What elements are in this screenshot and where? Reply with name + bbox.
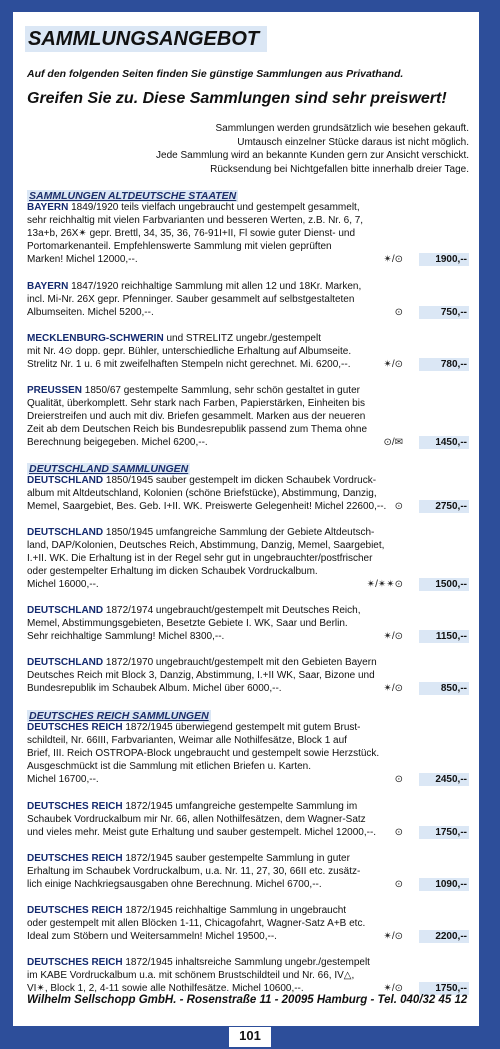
condition-symbol: ✴/⊙ [383, 254, 403, 265]
item-line [27, 669, 469, 682]
item-line [27, 345, 469, 358]
notice-line: Umtausch einzelner Stücke daraus ist nicht möglich. [237, 136, 469, 148]
item-line [27, 253, 469, 266]
item-text: 1872/1970 ungebraucht/gestempelt mit den Gebieten Bayern [103, 657, 377, 668]
item-text: 1872/1945 sauber gestempelte Sammlung in guter [122, 853, 350, 864]
collection-item [27, 526, 469, 591]
item-line [27, 552, 469, 565]
item-text: 1872/1945 umfangreiche gestempelte Sammlung im [122, 801, 358, 812]
notice-line: Sammlungen werden grundsätzlich wie besehen gekauft. [215, 123, 469, 134]
condition-symbol: ✴/⊙ [383, 931, 403, 942]
condition-symbol: ⊙ [394, 307, 403, 318]
item-text: Ausgeschmückt ist die Sammlung mit etlichen Briefen u. Karten. [27, 761, 312, 772]
headline: Greifen Sie zu. Diese Sammlungen sind sehr preiswert! [27, 90, 447, 107]
collection-item [27, 656, 469, 695]
item-line [27, 956, 469, 969]
item-line [27, 384, 469, 397]
item-text: incl. Mi-Nr. 26X gepr. Pfenninger. Sauber gesammelt auf selbstgestalteten [27, 294, 355, 305]
item-line [27, 526, 469, 539]
item-line [27, 630, 469, 643]
item-line [27, 436, 469, 449]
item-text: schildteil, Nr. 66III, Farbvarianten, Weimar alle Nothilfesätze, Block 1 auf [27, 735, 347, 746]
item-line [27, 358, 469, 371]
collection-item [27, 904, 469, 943]
condition-symbol: ⊙ [394, 774, 403, 785]
item-line [27, 604, 469, 617]
page-number: 101 [229, 1027, 271, 1047]
item-text: Albumseiten. Michel 5200,--. [27, 307, 154, 318]
item-line [27, 539, 469, 552]
notice-line: Rücksendung bei Nichtgefallen bitte innerhalb dreier Tage. [210, 163, 469, 175]
price-tag: 1900,-- [419, 253, 469, 266]
item-line [27, 760, 469, 773]
item-text: Marken! Michel 12000,--. [27, 254, 138, 265]
item-line [27, 852, 469, 865]
item-keyword: DEUTSCHES REICH [27, 905, 123, 916]
item-keyword: DEUTSCHES REICH [27, 957, 123, 968]
item-keyword: BAYERN [27, 202, 69, 213]
footer-address: Wilhelm Sellschopp GmbH. - Rosenstraße 11 - 20095 Hamburg - Tel. 040/32 45 12 [27, 994, 468, 1006]
item-line [27, 565, 469, 578]
item-keyword: DEUTSCHLAND [27, 475, 104, 486]
intro-text: Auf den folgenden Seiten finden Sie günstige Sammlungen aus Privathand. [27, 68, 404, 80]
item-text: Zeit ab dem Deutschen Reich bis Bundesrepublik passend zum Thema ohne [27, 424, 368, 435]
item-line [27, 617, 469, 630]
price-tag: 1750,-- [419, 982, 469, 995]
notice-block [49, 122, 469, 176]
item-line [27, 917, 469, 930]
item-line [27, 500, 469, 513]
item-line [27, 930, 469, 943]
item-line [27, 682, 469, 695]
condition-symbol: ⊙/✉ [383, 437, 403, 448]
price-tag: 750,-- [419, 306, 469, 319]
item-keyword: BAYERN [27, 281, 69, 292]
item-line [27, 578, 469, 591]
item-line [27, 904, 469, 917]
collection-item [27, 604, 469, 643]
condition-symbol: ⊙ [394, 501, 403, 512]
item-text: 1872/1974 ungebraucht/gestempelt mit Deutsches Reich, [103, 605, 361, 616]
item-line [27, 227, 469, 240]
item-line [27, 293, 469, 306]
item-keyword: DEUTSCHES REICH [27, 801, 123, 812]
item-text: Memel, Abstimmungsgebieten, Besetzte Gebiete I. WK, Saar und Berlin. [27, 618, 348, 629]
collection-item [27, 852, 469, 891]
price-tag: 2450,-- [419, 773, 469, 786]
item-text: Deutsches Reich mit Block 3, Danzig, Abstimmung, I.+II WK, Saar, Bizone und [27, 670, 375, 681]
item-text: sehr reichhaltig mit vielen Farbvarianten und besseren Werten, z.B. Nr. 6, 7, [27, 215, 364, 226]
item-line [27, 656, 469, 669]
item-line [27, 201, 469, 214]
item-text: land, DAP/Kolonien, Deutsches Reich, Abstimmung, Danzig, Memel, Saargebiet, [27, 540, 385, 551]
collection-item [27, 956, 469, 995]
collection-item [27, 280, 469, 319]
item-text: 1850/1945 sauber gestempelt im dicken Schaubek Vordruck- [103, 475, 377, 486]
item-line [27, 214, 469, 227]
item-keyword: DEUTSCHES REICH [27, 722, 123, 733]
item-text: Portomarkenanteil. Empfehlenswerte Sammlung mit vielen geprüften [27, 241, 332, 252]
section-heading: DEUTSCHES REICH SAMMLUNGEN [29, 710, 209, 722]
item-text: Michel 16000,--. [27, 579, 99, 590]
condition-symbol: ✴/⊙ [383, 359, 403, 370]
item-line [27, 487, 469, 500]
item-text: Ideal zum Stöbern und Weitersammeln! Michel 19500,--. [27, 931, 277, 942]
item-line [27, 865, 469, 878]
item-line [27, 826, 469, 839]
item-text: 1849/1920 teils vielfach ungebraucht und gestempelt gesammelt, [68, 202, 360, 213]
item-line [27, 878, 469, 891]
condition-symbol: ✴/⊙ [383, 983, 403, 994]
condition-symbol: ✴/⊙ [383, 683, 403, 694]
price-tag: 1150,-- [419, 630, 469, 643]
item-text: VI✴, Block 1, 2, 4-11 sowie alle Nothilfesätze. Michel 10600,--. [27, 983, 304, 994]
item-keyword: MECKLENBURG-SCHWERIN [27, 333, 164, 344]
condition-symbol: ⊙ [394, 827, 403, 838]
price-tag: 780,-- [419, 358, 469, 371]
item-line [27, 410, 469, 423]
item-text: I.+II. WK. Die Erhaltung ist in der Regel sehr gut in ungebrauchter/postfrischer [27, 553, 373, 564]
item-keyword: DEUTSCHLAND [27, 605, 104, 616]
item-text: Bundesrepublik im Schaubek Album. Michel über 6000,--. [27, 683, 282, 694]
price-tag: 1090,-- [419, 878, 469, 891]
item-line [27, 813, 469, 826]
item-text: 1847/1920 reichhaltige Sammlung mit allen 12 und 18Kr. Marken, [68, 281, 362, 292]
item-line [27, 423, 469, 436]
catalog-page [13, 12, 479, 1026]
item-line [27, 474, 469, 487]
section-heading: SAMMLUNGEN ALTDEUTSCHE STAATEN [29, 190, 237, 202]
collection-item [27, 474, 469, 513]
item-text: 1872/1945 inhaltsreiche Sammlung ungebr./gestempelt [122, 957, 370, 968]
collection-item [27, 384, 469, 449]
item-text: album mit Altdeutschland, Kolonien (schöne Briefstücke), Abstimmung, Danzig, [27, 488, 377, 499]
item-line [27, 747, 469, 760]
item-text: Dreierstreifen und auch mit div. Briefen gesammelt. Marken aus der neueren [27, 411, 366, 422]
item-line [27, 721, 469, 734]
notice-line: Jede Sammlung wird an bekannte Kunden gern zur Ansicht verschickt. [156, 150, 469, 161]
price-tag: 2750,-- [419, 500, 469, 513]
item-text: oder gestempelter Erhaltung im dicken Schaubek Vordruckalbum. [27, 566, 318, 577]
price-tag: 1450,-- [419, 436, 469, 449]
item-line [27, 306, 469, 319]
item-text: 1850/1945 umfangreiche Sammlung der Gebiete Altdeutsch- [103, 527, 375, 538]
condition-symbol: ⊙ [394, 879, 403, 890]
item-text: und STRELITZ ungebr./gestempelt [163, 333, 321, 344]
collection-item [27, 201, 469, 266]
section-heading: DEUTSCHLAND SAMMLUNGEN [29, 463, 189, 475]
item-keyword: DEUTSCHLAND [27, 527, 104, 538]
item-text: Brief, III. Reich OSTROPA-Block ungebraucht und gestempelt sowie Herzstück. [27, 748, 380, 759]
collection-item [27, 721, 469, 786]
condition-symbol: ✴/✴✴⊙ [366, 579, 403, 590]
item-text: im KABE Vordruckalbum u.a. mit schönem Brustschildteil und Nr. 66, IV△, [27, 970, 355, 981]
collection-item [27, 800, 469, 839]
item-text: oder gestempelt mit allen Blöcken 1-11, Chicagofahrt, Wagner-Satz A+B etc. [27, 918, 366, 929]
item-text: Schaubek Vordruckalbum mir Nr. 66, allen Nothilfesätzen, dem Wagner-Satz [27, 814, 366, 825]
item-text: 1872/1945 überwiegend gestempelt mit gutem Brust- [122, 722, 361, 733]
collection-item [27, 332, 469, 371]
item-text: Strelitz Nr. 1 u. 6 mit zweifelhaften Stempeln nicht gerechnet. Mi. 6200,--. [27, 359, 351, 370]
item-keyword: PREUSSEN [27, 385, 83, 396]
item-text: Erhaltung im Schaubek Vordruckalbum, u.a. Nr. 11, 27, 30, 66II etc. zusätz- [27, 866, 361, 877]
item-line [27, 969, 469, 982]
price-tag: 2200,-- [419, 930, 469, 943]
item-text: Berechnung beigegeben. Michel 6200,--. [27, 437, 208, 448]
item-text: mit Nr. 4⊙ dopp. gepr. Bühler, unterschiedliche Erhaltung auf Albumseite. [27, 346, 352, 357]
item-line [27, 280, 469, 293]
price-tag: 1500,-- [419, 578, 469, 591]
item-text: lich einige Nachkriegsausgaben ohne Berechnung. Michel 6700,--. [27, 879, 322, 890]
page-title: SAMMLUNGSANGEBOT [25, 26, 267, 52]
item-text: und vieles mehr. Meist gute Erhaltung und sauber gestempelt. Michel 12000,--. [27, 827, 377, 838]
item-line [27, 800, 469, 813]
item-text: 1850/67 gestempelte Sammlung, sehr schön gestaltet in guter [82, 385, 360, 396]
item-keyword: DEUTSCHLAND [27, 657, 104, 668]
item-text: Sehr reichhaltige Sammlung! Michel 8300,--. [27, 631, 225, 642]
item-text: Memel, Saargebiet, Bes. Geb. I+II. WK. Preiswerte Gelegenheit! Michel 22600,--. [27, 501, 387, 512]
condition-symbol: ✴/⊙ [383, 631, 403, 642]
item-line [27, 332, 469, 345]
item-line [27, 397, 469, 410]
price-tag: 1750,-- [419, 826, 469, 839]
item-line [27, 240, 469, 253]
item-keyword: DEUTSCHES REICH [27, 853, 123, 864]
item-text: 1872/1945 reichhaltige Sammlung in ungebraucht [122, 905, 347, 916]
item-line [27, 734, 469, 747]
price-tag: 850,-- [419, 682, 469, 695]
item-text: Qualität, überkomplett. Sehr stark nach Farben, Papierstärken, Einheiten bis [27, 398, 365, 409]
item-text: 13a+b, 26X✴ gepr. Brettl, 34, 35, 36, 76-91I+II, Fl sowie guter Dienst- und [27, 228, 356, 239]
item-text: Michel 16700,--. [27, 774, 99, 785]
item-line [27, 773, 469, 786]
